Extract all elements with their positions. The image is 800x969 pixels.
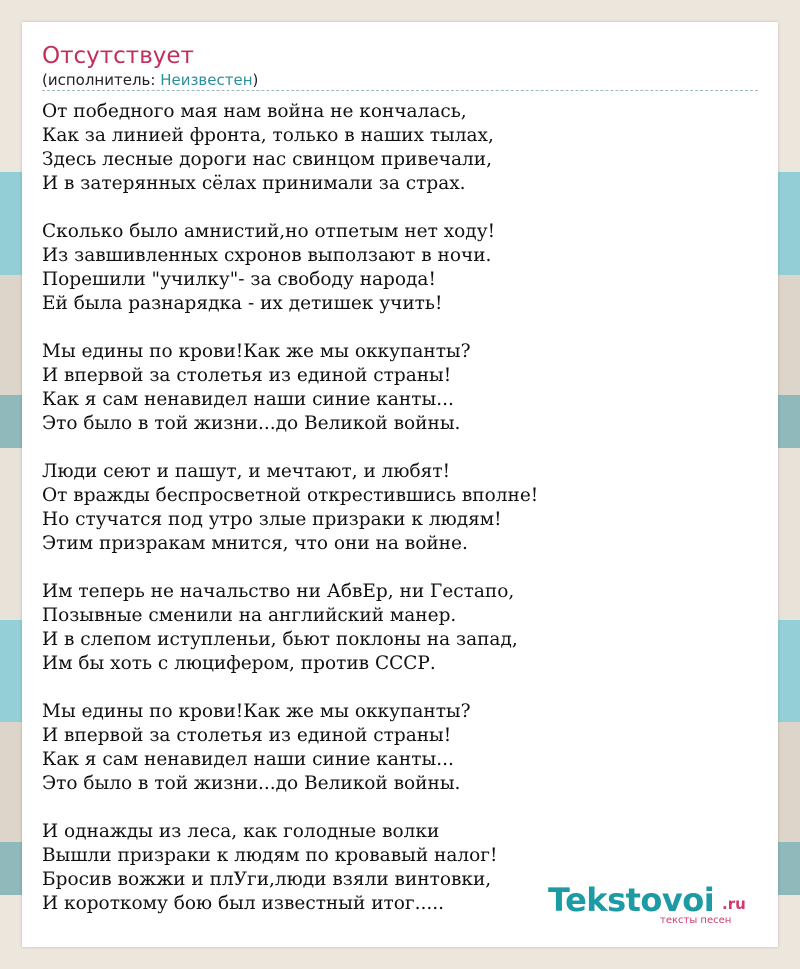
artist-suffix: ) <box>252 71 259 89</box>
lyrics-line: Люди сеют и пашут, и мечтают, и любят! <box>42 461 451 482</box>
song-title: Отсутствует <box>42 43 194 69</box>
lyrics-card <box>22 22 778 947</box>
lyrics-stanza <box>42 340 758 436</box>
lyrics-line: Этим призракам мнится, что они на войне. <box>42 533 468 554</box>
logo-tld: .ru <box>722 895 746 913</box>
lyrics-line: Бросив вожжи и плУги,люди взяли винтовки, <box>42 869 492 890</box>
lyrics-line: Мы едины по крови!Как же мы оккупанты? <box>42 701 471 722</box>
lyrics-stanza <box>42 460 758 556</box>
artist-link[interactable]: Неизвестен <box>160 71 253 89</box>
logo-wordmark: Tekstovoi <box>548 881 715 919</box>
lyrics-line: И впервой за столетья из единой страны! <box>42 365 452 386</box>
logo-tagline: тексты песен <box>660 915 732 926</box>
lyrics-line: И в затерянных сёлах принимали за страх. <box>42 173 466 194</box>
lyrics-line: Вышли призраки к людям по кровавый налог! <box>42 845 498 866</box>
lyrics-line: Из завшивленных схронов выползают в ночи. <box>42 245 492 266</box>
lyrics-line: Им бы хоть с люцифером, против СССР. <box>42 653 436 674</box>
lyrics-stanza <box>42 580 758 676</box>
lyrics-line: Позывные сменили на английский манер. <box>42 605 457 626</box>
lyrics-line: Здесь лесные дороги нас свинцом привечали, <box>42 149 492 170</box>
lyrics-line: От вражды беспросветной открестившись вполне! <box>42 485 539 506</box>
lyrics-line: Как я сам ненавидел наши синие канты... <box>42 389 454 410</box>
lyrics-stanza <box>42 100 758 196</box>
title-divider <box>42 90 758 91</box>
lyrics-line: Это было в той жизни...до Великой войны. <box>42 413 461 434</box>
lyrics-line: И однажды из леса, как голодные волки <box>42 821 440 842</box>
lyrics-stanza <box>42 220 758 316</box>
lyrics-line: Как за линией фронта, только в наших тылах, <box>42 125 494 146</box>
site-logo[interactable] <box>548 880 758 930</box>
lyrics-text <box>42 100 758 940</box>
lyrics-line: Сколько было амнистий,но отпетым нет ходу! <box>42 221 496 242</box>
lyrics-line: Как я сам ненавидел наши синие канты... <box>42 749 454 770</box>
lyrics-line: И в слепом иступленьи, бьют поклоны на запад, <box>42 629 518 650</box>
lyrics-line: И впервой за столетья из единой страны! <box>42 725 452 746</box>
lyrics-line: И короткому бою был известный итог..... <box>42 893 444 914</box>
lyrics-line: Порешили "училку"- за свободу народа! <box>42 269 436 290</box>
artist-prefix: (исполнитель: <box>42 71 161 89</box>
lyrics-line: От победного мая нам война не кончалась, <box>42 101 467 122</box>
lyrics-line: Но стучатся под утро злые призраки к людям! <box>42 509 502 530</box>
lyrics-stanza <box>42 700 758 796</box>
artist-line <box>42 70 258 90</box>
lyrics-line: Им теперь не начальство ни АбвЕр, ни Гестапо, <box>42 581 515 602</box>
lyrics-line: Ей была разнарядка - их детишек учить! <box>42 293 443 314</box>
lyrics-line: Это было в той жизни...до Великой войны. <box>42 773 461 794</box>
lyrics-line: Мы едины по крови!Как же мы оккупанты? <box>42 341 471 362</box>
